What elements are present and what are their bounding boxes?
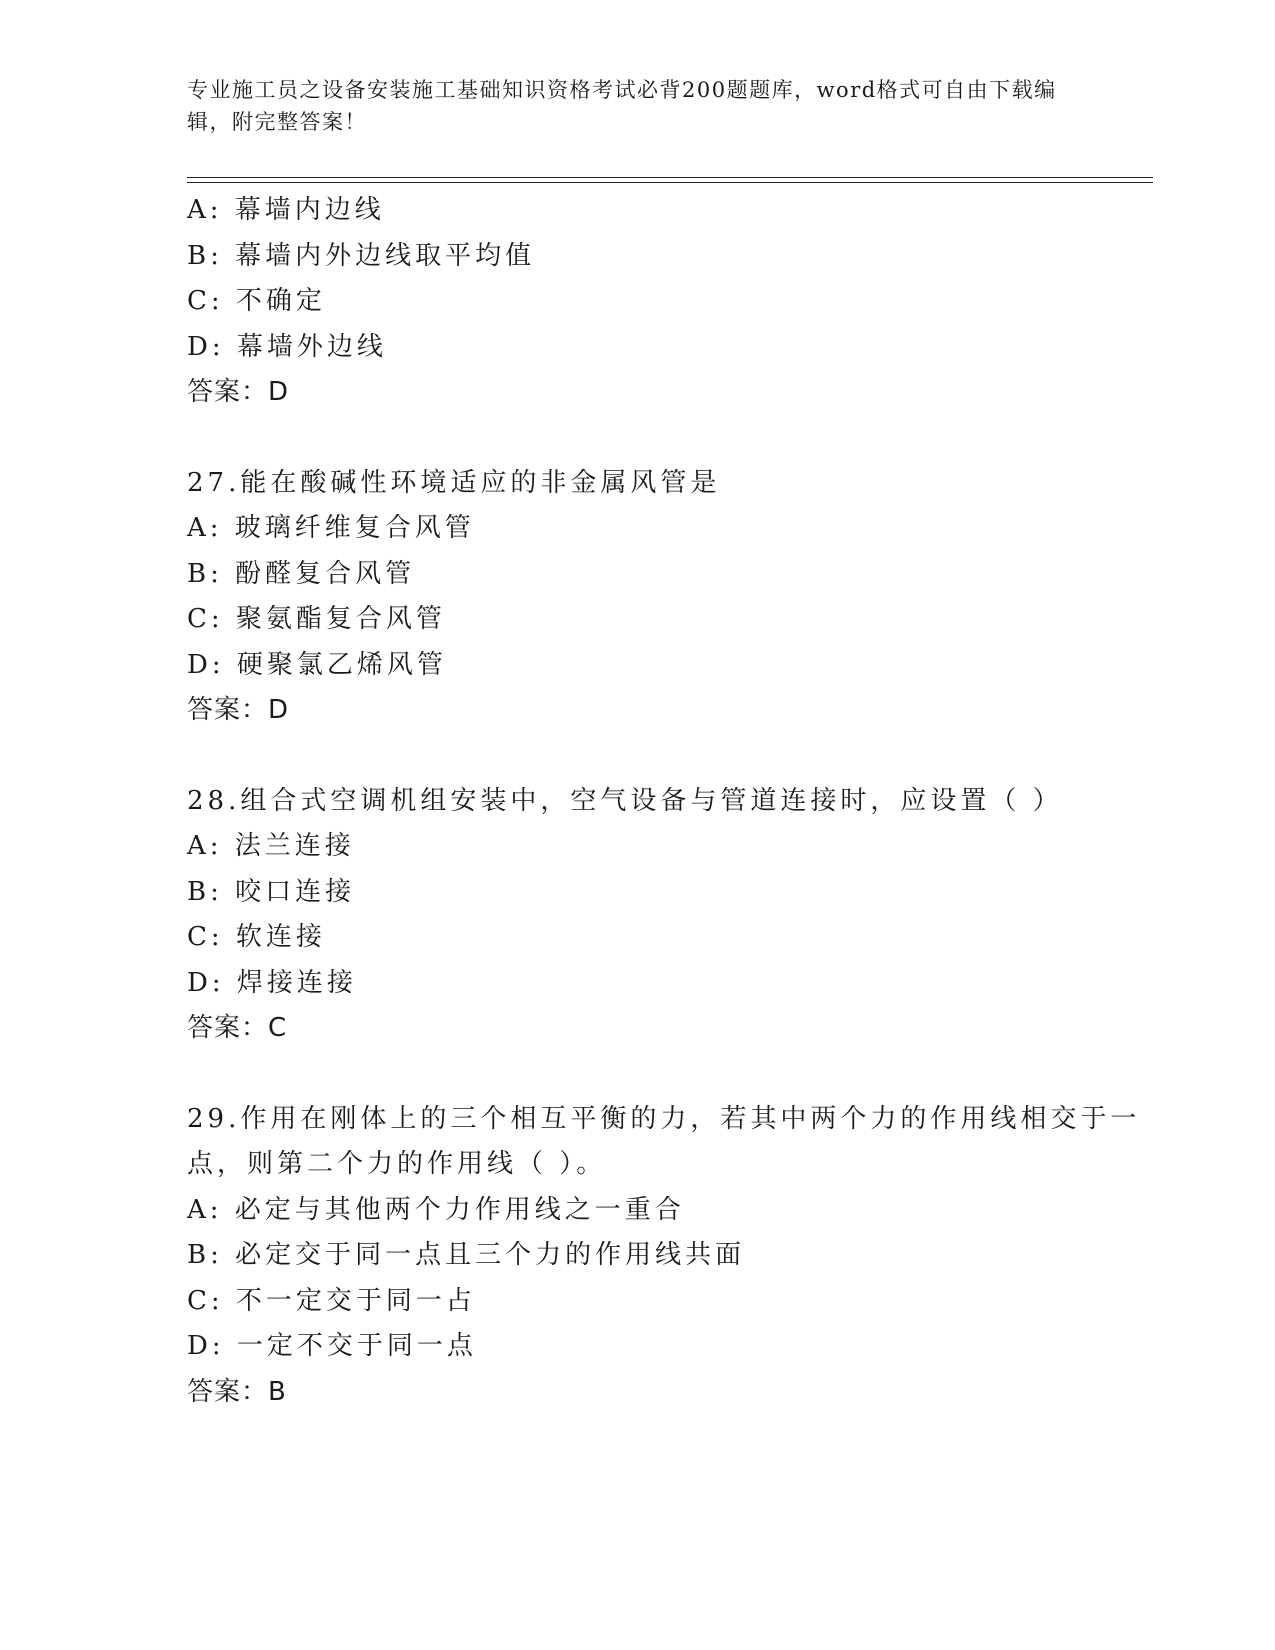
document-header: 专业施工员之设备安装施工基础知识资格考试必背200题题库，word格式可自由下载编辑，附完整答案！ [187, 78, 1057, 134]
answer-line: 答案：D [187, 377, 290, 407]
option-d: D: 幕墙外边线 [187, 331, 387, 362]
question-title: 28.组合式空调机组安装中，空气设备与管道连接时，应设置（ ） [187, 785, 1063, 816]
option-c: C: 软连接 [187, 922, 326, 952]
question-list [187, 188, 1157, 1415]
option-b: B: 酚醛复合风管 [187, 558, 416, 589]
option-a: A: 必定与其他两个力作用线之一重合 [187, 1194, 685, 1225]
question-block-continued [187, 188, 1157, 416]
question-title: 29.作用在刚体上的三个相互平衡的力，若其中两个力的作用线相交于一点，则第二个力的作用线（ ）。 [187, 1103, 1141, 1179]
answer-line: 答案：B [187, 1376, 287, 1407]
option-c: C: 不一定交于同一占 [187, 1285, 476, 1316]
option-b: B: 咬口连接 [187, 876, 356, 907]
option-d: D: 焊接连接 [187, 967, 357, 998]
option-b: B: 必定交于同一点且三个力的作用线共面 [187, 1240, 746, 1270]
answer-line: 答案：C [187, 1013, 288, 1043]
header-rule-top [187, 177, 1153, 178]
option-b: B: 幕墙内外边线取平均值 [187, 240, 536, 271]
question-block-27 [187, 461, 1157, 734]
option-c: C: 聚氨酯复合风管 [187, 604, 446, 634]
question-block-28 [187, 779, 1157, 1052]
header-rule-bottom [187, 182, 1153, 183]
option-d: D: 一定不交于同一点 [187, 1331, 477, 1361]
option-a: A: 幕墙内边线 [187, 195, 385, 225]
answer-line: 答案：D [187, 695, 290, 725]
question-title: 27.能在酸碱性环境适应的非金属风管是 [187, 467, 721, 498]
question-block-29 [187, 1097, 1157, 1416]
option-a: A: 玻璃纤维复合风管 [187, 513, 475, 543]
option-a: A: 法兰连接 [187, 831, 355, 861]
option-c: C: 不确定 [187, 286, 326, 316]
option-d: D: 硬聚氯乙烯风管 [187, 649, 447, 680]
